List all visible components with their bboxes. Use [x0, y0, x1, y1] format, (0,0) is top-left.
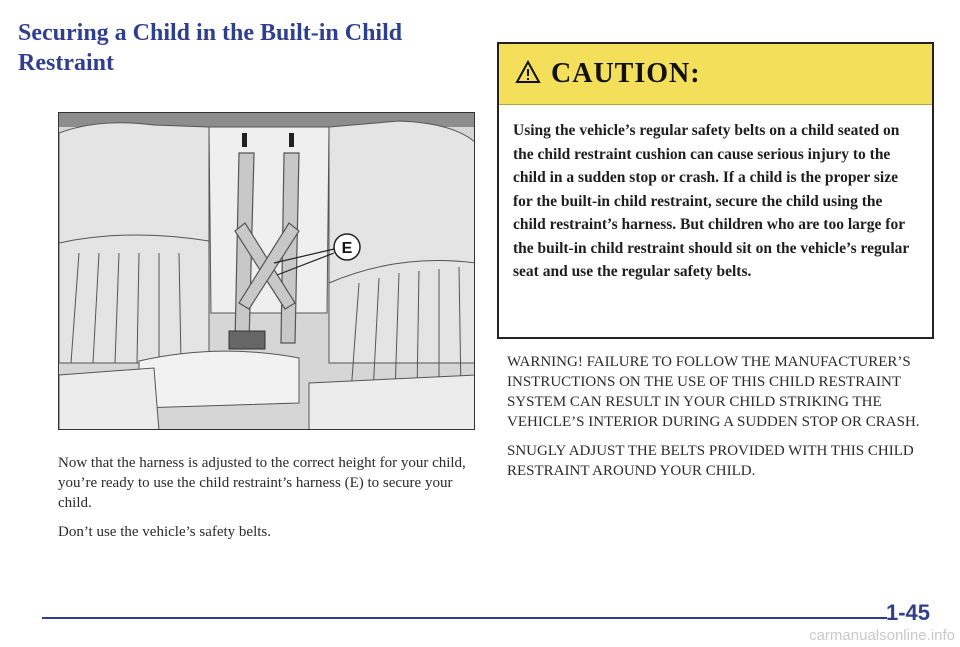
watermark: carmanualsonline.info: [809, 627, 955, 644]
caution-title: CAUTION:: [551, 58, 701, 89]
paragraph: Don’t use the vehicle’s safety belts.: [58, 524, 272, 540]
paragraph: WARNING! FAILURE TO FOLLOW THE MANUFACTURER’S INSTRUCTIONS ON THE USE OF THIS CHILD RESTRAINT SYSTEM CAN RESULT IN YOUR CHILD STRIKING THE VEHICLE’S INTERIOR DURING A SUDDEN STOP OR CRASH.: [507, 354, 920, 430]
page-title: Securing a Child in the Built-in Child Restraint: [18, 20, 403, 76]
footer-rule: [42, 617, 887, 619]
caution-header: [499, 44, 932, 105]
child-restraint-illustration: [58, 112, 475, 430]
callout-label: E: [341, 240, 353, 257]
right-body-text: [507, 352, 937, 490]
left-body-text: [58, 453, 468, 551]
paragraph: SNUGLY ADJUST THE BELTS PROVIDED WITH THIS CHILD RESTRAINT AROUND YOUR CHILD.: [507, 443, 914, 479]
paragraph: Now that the harness is adjusted to the correct height for your child, you’re ready to use the child restraint’s harness (E) to secure your child.: [58, 455, 466, 511]
warning-triangle-icon: [515, 60, 541, 89]
caution-box: [497, 42, 934, 339]
page-number: 1-45: [886, 600, 931, 625]
caution-body: Using the vehicle’s regular safety belts on a child seated on the child restraint cushion can cause serious injury to the child in a sudden stop or crash. If a child is the proper size for the built-in child restraint, secure the child using the child restraint’s harness. But children who are too large for the built-in child restraint should sit on the vehicle’s regular seat and use the regular safety belts.: [513, 122, 909, 280]
